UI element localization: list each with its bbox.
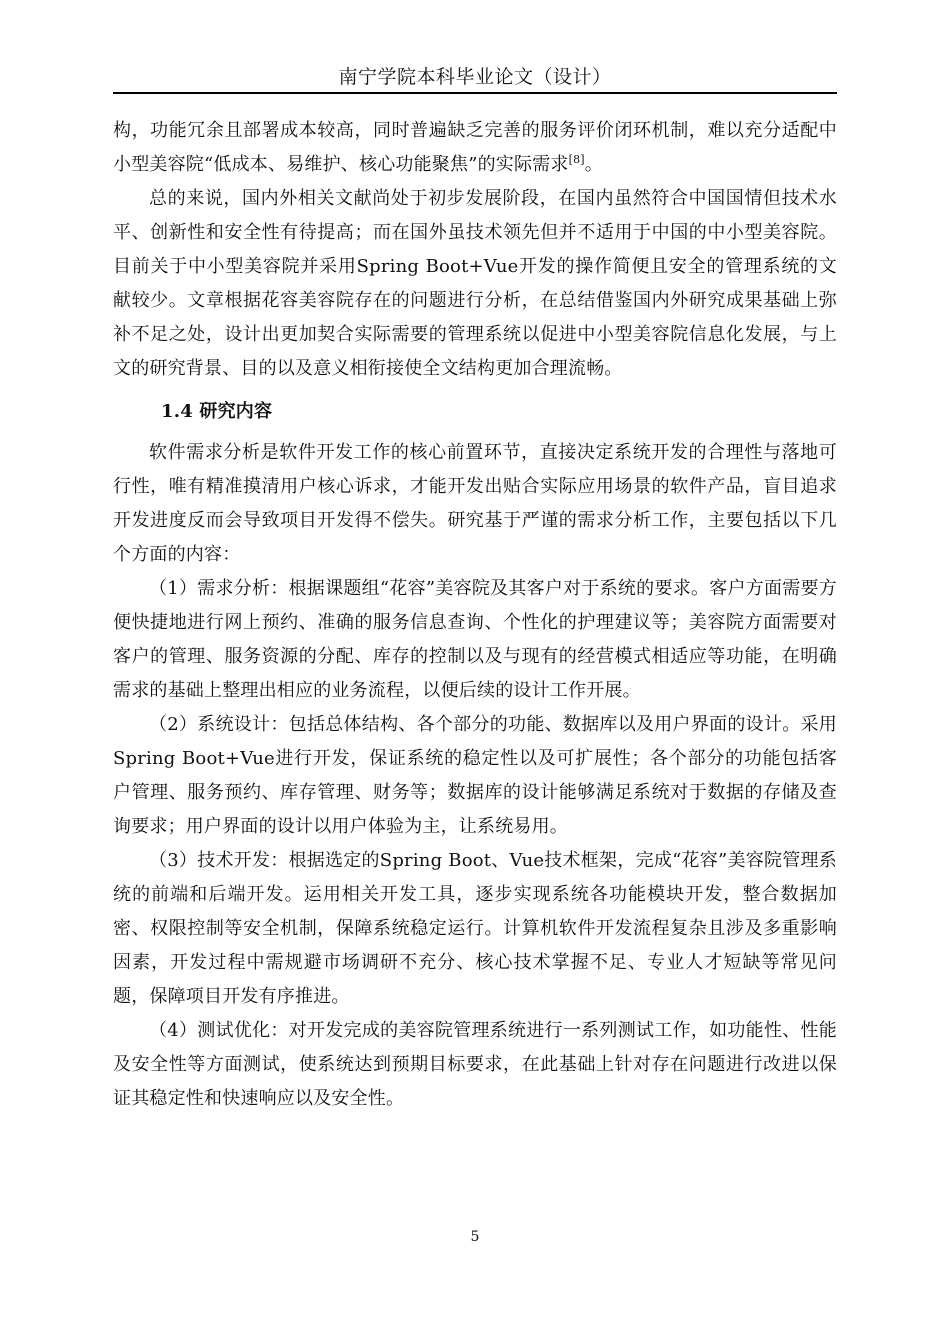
list-item-testing: （4）测试优化：对开发完成的美容院管理系统进行一系列测试工作，如功能性、性能及安全性等方面测试，使系统达到预期目标要求，在此基础上针对存在问题进行改进以保证其稳定性和快速响应以及安全性。 <box>113 1020 837 1109</box>
header-rule <box>113 92 837 94</box>
page-number: 5 <box>470 1229 480 1245</box>
paragraph-text: 构，功能冗余且部署成本较高，同时普遍缺乏完善的服务评价闭环机制，难以充分适配中小型美容院“低成本、易维护、核心功能聚焦”的实际需求 <box>113 120 837 175</box>
list-item-development: （3）技术开发：根据选定的Spring Boot、Vue技术框架，完成“花容”美容院管理系统的前端和后端开发。运用相关开发工具，逐步实现系统各功能模块开发，整合数据加密、权限控制等安全机制，保障系统稳定运行。计算机软件开发流程复杂且涉及多重影响因素，开发过程中需规避市场调研不充分、核心技术掌握不足、专业人才短缺等常见问题，保障项目开发有序推进。 <box>113 850 837 1007</box>
citation-marker: [8] <box>568 153 585 166</box>
paragraph-end: 。 <box>584 154 603 175</box>
paragraph-intro: 软件需求分析是软件开发工作的核心前置环节，直接决定系统开发的合理性与落地可行性，唯有精准摸清用户核心诉求，才能开发出贴合实际应用场景的软件产品，盲目追求开发进度反而会导致项目开发得不偿失。研究基于严谨的需求分析工作，主要包括以下几个方面的内容： <box>113 442 837 565</box>
section-heading: 1.4 研究内容 <box>161 401 273 422</box>
paragraph-summary: 总的来说，国内外相关文献尚处于初步发展阶段，在国内虽然符合中国国情但技术水平、创新性和安全性有待提高；而在国外虽技术领先但并不适用于中国的中小型美容院。目前关于中小型美容院并采用Spring Boot+Vue开发的操作简便且安全的管理系统的文献较少。文章根据花容美容院存在的问题进行分析，在总结借鉴国内外研究成果基础上弥补不足之处，设计出更加契合实际需要的管理系统以促进中小型美容院信息化发展，与上文的研究背景、目的以及意义相衔接使全文结构更加合理流畅。 <box>113 188 837 379</box>
paragraph-continuation <box>113 114 837 182</box>
list-item-requirements: （1）需求分析：根据课题组“花容”美容院及其客户对于系统的要求。客户方面需要方便快捷地进行网上预约、准确的服务信息查询、个性化的护理建议等；美容院方面需要对客户的管理、服务资源的分配、库存的控制以及与现有的经营模式相适应等功能，在明确需求的基础上整理出相应的业务流程，以便后续的设计工作开展。 <box>113 578 837 701</box>
body-text <box>113 114 837 1116</box>
page-header: 南宁学院本科毕业论文（设计） <box>338 66 612 88</box>
list-item-design: （2）系统设计：包括总体结构、各个部分的功能、数据库以及用户界面的设计。采用Spring Boot+Vue进行开发，保证系统的稳定性以及可扩展性；各个部分的功能包括客户管理、服务预约、库存管理、财务等；数据库的设计能够满足系统对于数据的存储及查询要求；用户界面的设计以用户体验为主，让系统易用。 <box>113 714 837 837</box>
